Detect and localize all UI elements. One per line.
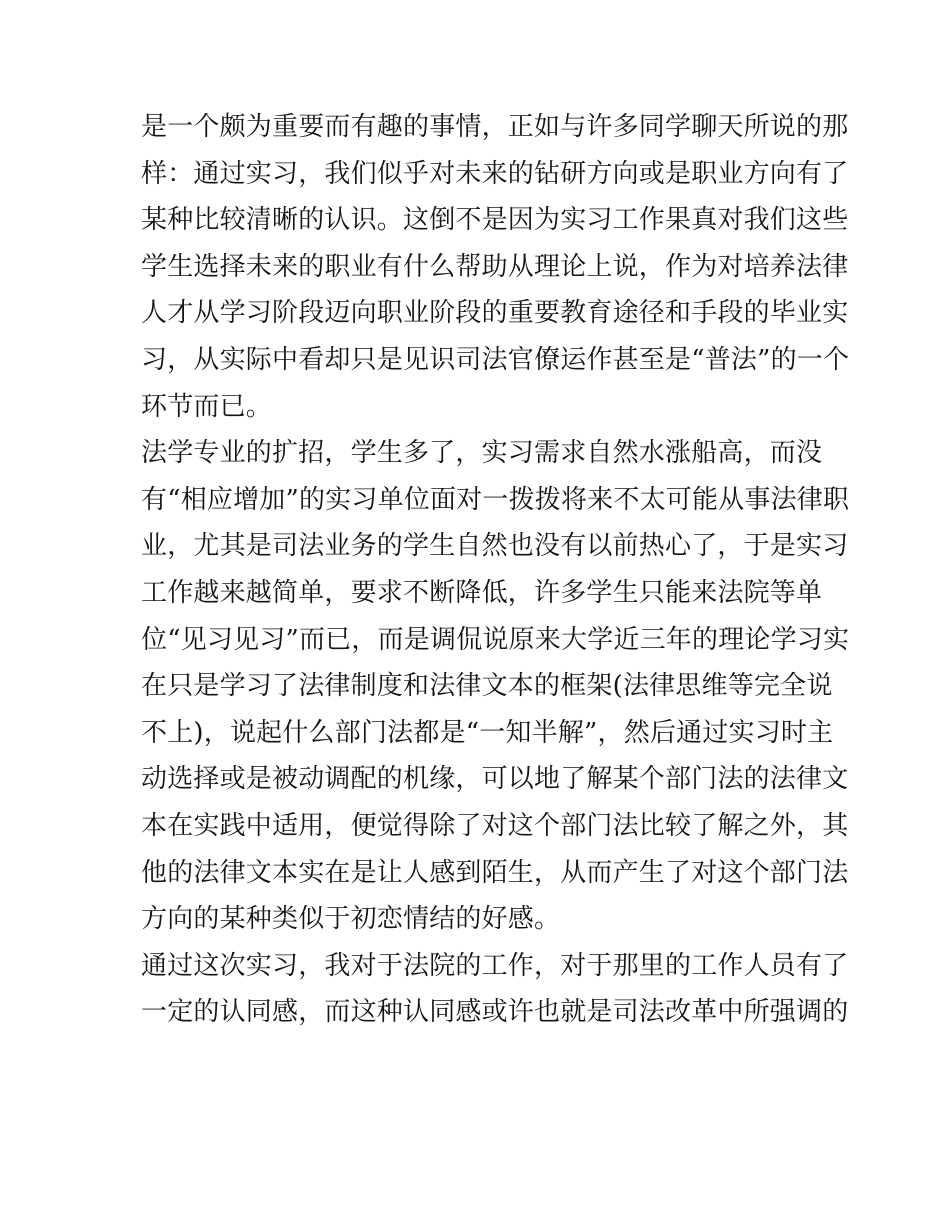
text-line: 他的法律文本实在是让人感到陌生，从而产生了对这个部门法: [141, 857, 849, 888]
text-line: 通过这次实习，我对于法院的工作，对于那里的工作人员有了: [141, 950, 849, 981]
text-line: 在只是学习了法律制度和法律文本的框架(法律思维等完全说: [141, 671, 833, 702]
text-line: 环节而已。: [141, 391, 273, 422]
text-line: 动选择或是被动调配的机缘，可以地了解某个部门法的法律文: [141, 764, 849, 795]
text-line: 某种比较清晰的认识。这倒不是因为实习工作果真对我们这些: [141, 205, 849, 236]
body-text: [141, 104, 850, 1036]
text-line: 不上)，说起什么部门法都是“一知半解”，然后通过实习时主: [141, 717, 834, 748]
text-line: 学生选择未来的职业有什么帮助从理论上说，作为对培养法律: [141, 251, 849, 282]
text-line: 本在实践中适用，便觉得除了对这个部门法比较了解之外，其: [141, 810, 849, 841]
text-line: 法学专业的扩招，学生多了，实习需求自然水涨船高，而没: [141, 438, 823, 469]
text-line: 样：通过实习，我们似乎对未来的钻研方向或是职业方向有了: [141, 158, 849, 189]
text-line: 习，从实际中看却只是见识司法官僚运作甚至是“普法”的一个: [141, 344, 850, 375]
text-line: 一定的认同感，而这种认同感或许也就是司法改革中所强调的: [141, 997, 849, 1028]
text-line: 业，尤其是司法业务的学生自然也没有以前热心了，于是实习: [141, 531, 849, 562]
text-line: 人才从学习阶段迈向职业阶段的重要教育途径和手段的毕业实: [141, 298, 849, 329]
text-line: 是一个颇为重要而有趣的事情，正如与许多同学聊天所说的那: [141, 112, 849, 142]
text-line: 方向的某种类似于初恋情结的好感。: [141, 904, 561, 935]
text-line: 位“见习见习”而已，而是调侃说原来大学近三年的理论学习实: [141, 624, 850, 655]
text-line: 工作越来越简单，要求不断降低，许多学生只能来法院等单: [141, 577, 823, 608]
text-line: 有“相应增加”的实习单位面对一拨拨将来不太可能从事法律职: [141, 484, 850, 515]
